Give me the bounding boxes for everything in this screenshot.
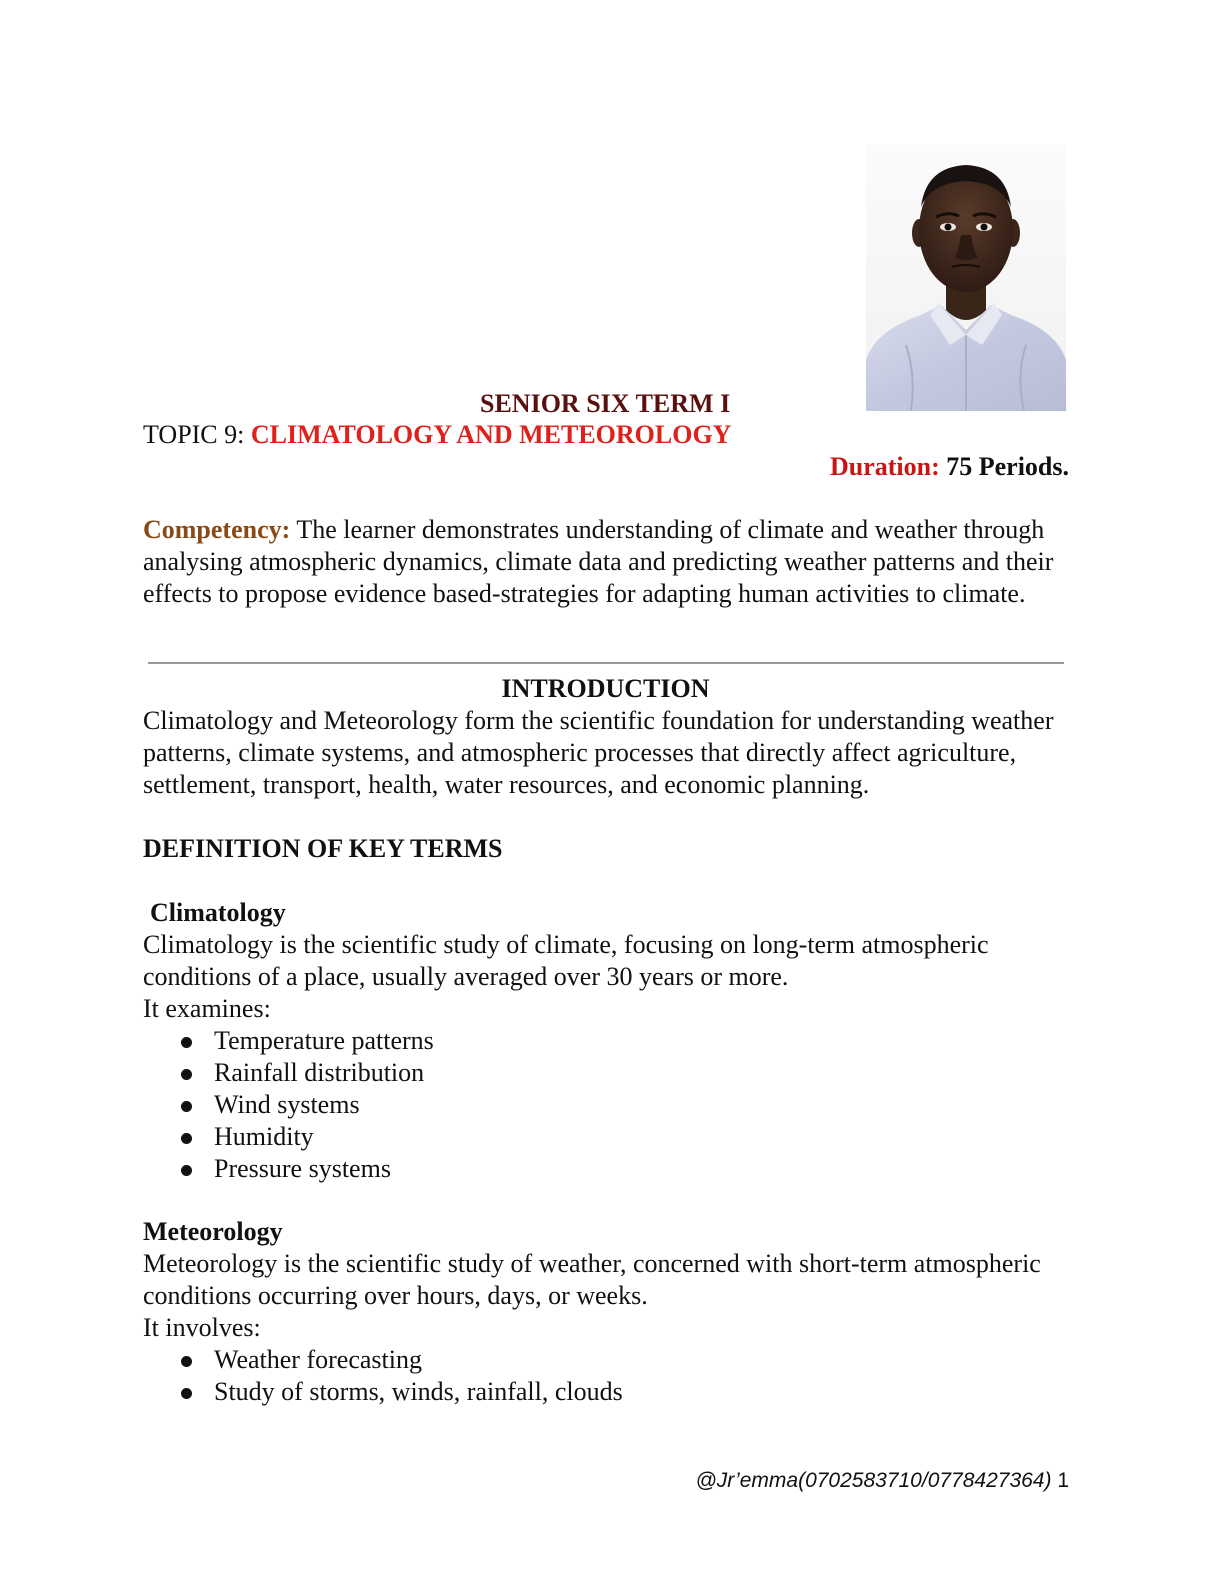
key-terms-heading: DEFINITION OF KEY TERMS bbox=[143, 834, 503, 863]
duration-label: Duration: bbox=[829, 452, 940, 481]
competency-label: Competency: bbox=[143, 515, 291, 544]
climatology-examines-label: It examines: bbox=[143, 994, 271, 1023]
meteorology-definition-text: Meteorology is the scientific study of weather, concerned with short-term atmospheric conditions occurring over hours, days, or weeks. bbox=[143, 1249, 1041, 1310]
introduction-heading: INTRODUCTION bbox=[501, 674, 710, 703]
topic-prefix: TOPIC 9: bbox=[143, 420, 251, 449]
section-divider bbox=[148, 662, 1064, 664]
bullet-icon bbox=[181, 1388, 192, 1399]
meteorology-definition bbox=[143, 1248, 1073, 1344]
list-item: Pressure systems bbox=[143, 1153, 434, 1185]
list-item: Study of storms, winds, rainfall, clouds bbox=[143, 1376, 623, 1408]
list-item: Temperature patterns bbox=[143, 1025, 434, 1057]
list-item: Weather forecasting bbox=[143, 1344, 623, 1376]
list-item: Rainfall distribution bbox=[143, 1057, 434, 1089]
topic-title: CLIMATOLOGY AND METEOROLOGY bbox=[250, 420, 732, 449]
introduction-body: Climatology and Meteorology form the scientific foundation for understanding weather patterns, climate systems, and atmospheric processes that directly affect agriculture, settlement, transport, health, water resources, and economic planning. bbox=[143, 706, 1054, 799]
page-footer bbox=[695, 1468, 1069, 1494]
meteorology-involves-label: It involves: bbox=[143, 1313, 261, 1342]
meteorology-list bbox=[143, 1344, 623, 1408]
meteorology-heading: Meteorology bbox=[143, 1217, 283, 1246]
author-photo bbox=[866, 145, 1066, 411]
climatology-definition-text: Climatology is the scientific study of climate, focusing on long-term atmospheric conditions of a place, usually averaged over 30 years or more. bbox=[143, 930, 989, 991]
author-portrait-image bbox=[866, 145, 1066, 411]
climatology-list bbox=[143, 1025, 434, 1185]
list-item: Wind systems bbox=[143, 1089, 434, 1121]
competency-paragraph bbox=[143, 514, 1073, 610]
bullet-icon bbox=[181, 1165, 192, 1176]
bullet-icon bbox=[181, 1133, 192, 1144]
bullet-icon bbox=[181, 1037, 192, 1048]
bullet-icon bbox=[181, 1069, 192, 1080]
duration-value: 75 Periods. bbox=[939, 452, 1069, 481]
bullet-icon bbox=[181, 1356, 192, 1367]
footer-credit: @Jr’emma(0702583710/0778427364) bbox=[695, 1469, 1052, 1492]
climatology-definition bbox=[143, 929, 1073, 1025]
class-title: SENIOR SIX TERM I bbox=[480, 389, 731, 418]
topic-line bbox=[143, 419, 731, 451]
bullet-icon bbox=[181, 1101, 192, 1112]
page-number: 1 bbox=[1051, 1469, 1069, 1492]
competency-text: The learner demonstrates understanding of climate and weather through analysing atmospheric dynamics, climate data and predicting weather patterns and their effects to propose evidence based-strategies for adapting human activities to climate. bbox=[143, 515, 1054, 608]
list-item: Humidity bbox=[143, 1121, 434, 1153]
climatology-heading: Climatology bbox=[150, 898, 286, 927]
duration-line bbox=[830, 451, 1069, 483]
